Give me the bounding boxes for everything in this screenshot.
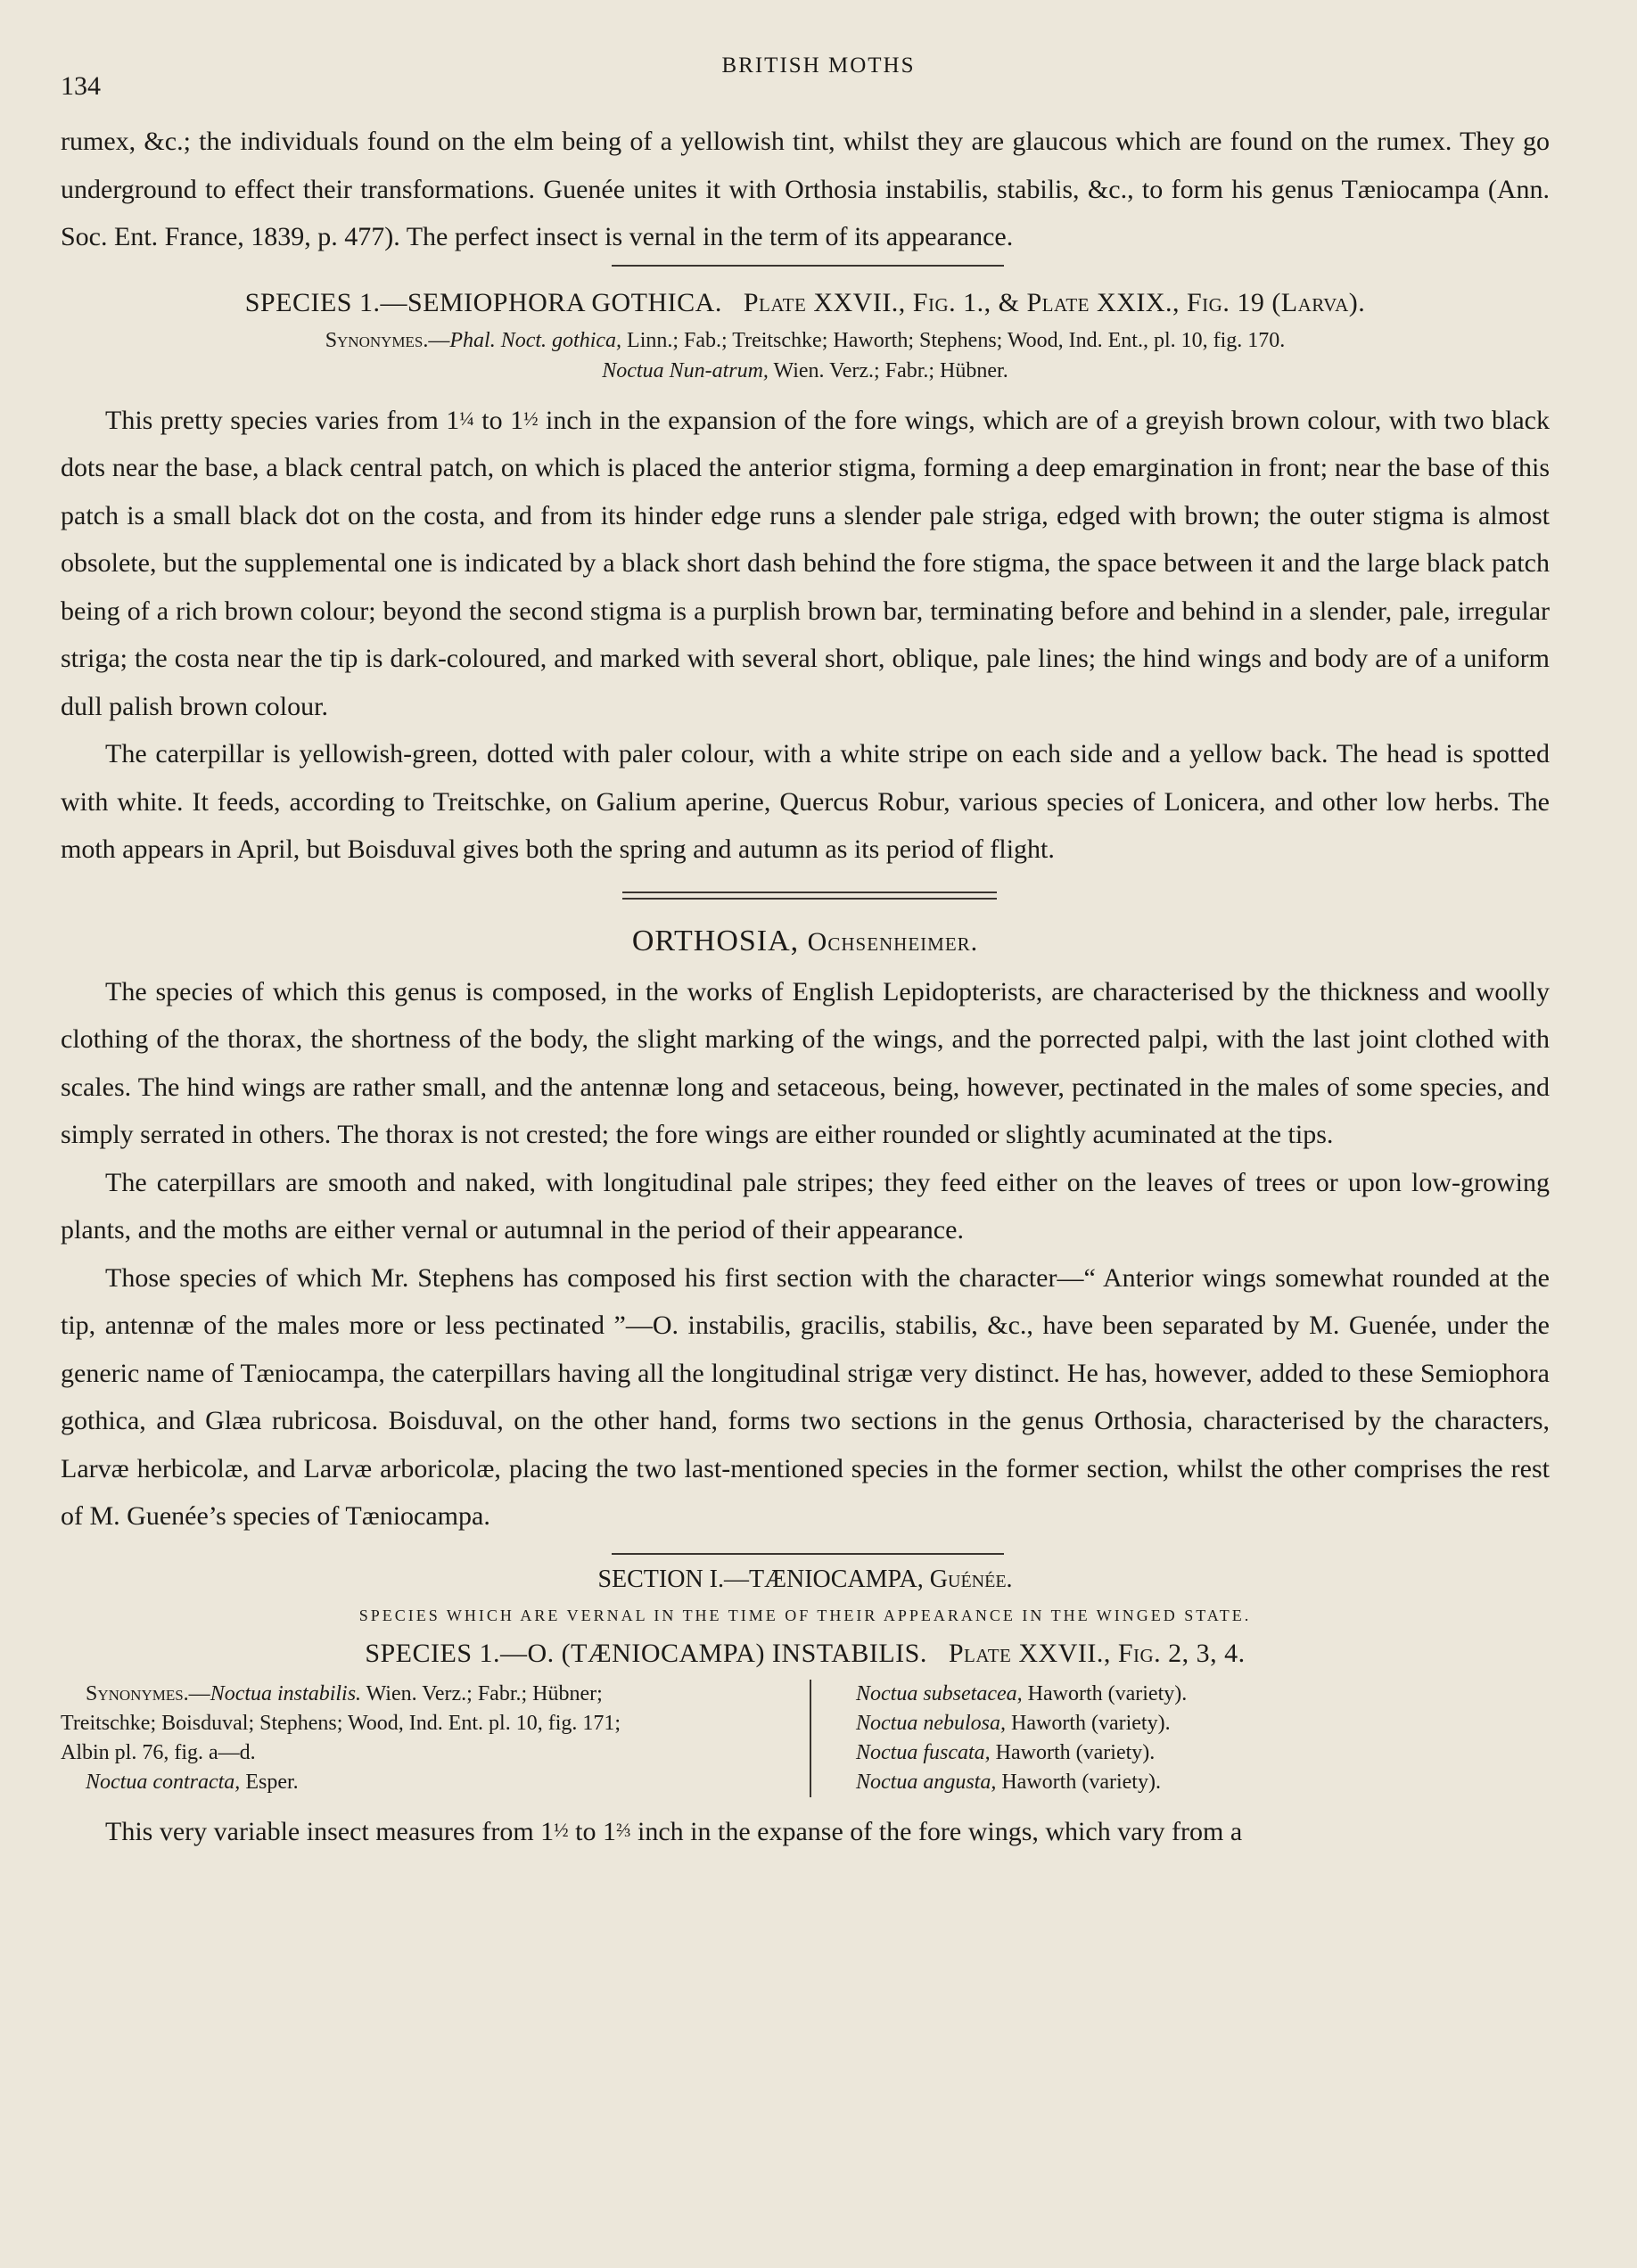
synonym-variety bbox=[856, 1680, 1187, 1709]
synonym-authorities: Albin pl. 76, fig. a—d. bbox=[61, 1740, 256, 1764]
fraction: ⅔ bbox=[616, 1818, 631, 1841]
description-text: to 1 bbox=[568, 1816, 617, 1846]
synonym-authorities: Wien. Verz.; Fabr.; Hübner. bbox=[768, 358, 1008, 382]
plate-reference: Plate XXVII., Fig. 2, 3, 4. bbox=[948, 1638, 1246, 1668]
description-text: inch in the expanse of the fore wings, which vary from a bbox=[630, 1816, 1243, 1846]
synonym-variety bbox=[856, 1709, 1187, 1738]
genus-author: Ochsenheimer. bbox=[807, 926, 979, 957]
synonyms-right-column bbox=[811, 1680, 1187, 1797]
synonyms-gothica bbox=[61, 325, 1550, 386]
page-body bbox=[61, 118, 1550, 1855]
intro-paragraph: rumex, &c.; the individuals found on the elm being of a yellowish tint, whilst they are glaucous which are found on the rumex. They go underground to effect their transformations. Guenée unites it with Orthosia instabilis, stabilis, &c., to form his genus Tæniocampa (Ann. Soc. Ent. France, 1839, p. 477). The perfect insect is vernal in the term of its appearance. bbox=[61, 127, 1550, 251]
synonym-name: Noctua subsetacea, bbox=[856, 1681, 1023, 1705]
genus-heading bbox=[61, 916, 1550, 968]
synonym-authorities: Treitschke; Boisduval; Stephens; Wood, Ind. Ent. pl. 10, fig. 171; bbox=[61, 1711, 621, 1735]
running-title: BRITISH MOTHS bbox=[721, 53, 916, 78]
synonym-authorities: Linn.; Fab.; Treitschke; Haworth; Stephens; Wood, Ind. Ent., pl. 10, fig. 170. bbox=[621, 328, 1286, 352]
double-divider bbox=[622, 892, 997, 900]
section-author: Guénée. bbox=[929, 1565, 1013, 1593]
description-text: This pretty species varies from 1 bbox=[105, 405, 460, 435]
synonyms-instabilis bbox=[61, 1680, 1550, 1797]
fraction: ½ bbox=[554, 1818, 569, 1841]
species-title: SPECIES 1.—O. (TÆNIOCAMPA) INSTABILIS. bbox=[365, 1638, 927, 1668]
synonym-variety bbox=[856, 1768, 1187, 1797]
genus-name: ORTHOSIA, bbox=[631, 924, 800, 957]
page-number: 134 bbox=[61, 71, 101, 101]
synonym-name: Noctua Nun-atrum, bbox=[602, 358, 769, 382]
synonyms-left-column bbox=[61, 1680, 811, 1797]
synonym-authorities: Haworth (variety). bbox=[996, 1770, 1161, 1794]
synonym-authorities: Haworth (variety). bbox=[1006, 1711, 1171, 1735]
synonym-name: Noctua angusta, bbox=[856, 1770, 997, 1794]
synonyms-label: Synonymes.— bbox=[86, 1681, 210, 1705]
section-divider bbox=[612, 265, 1004, 267]
section-subheading: SPECIES WHICH ARE VERNAL IN THE TIME OF THEIR APPEARANCE IN THE WINGED STATE. bbox=[358, 1606, 1252, 1624]
section-heading bbox=[61, 1560, 1550, 1599]
description-instabilis bbox=[61, 1806, 1550, 1856]
synonym-authorities: Wien. Verz.; Fabr.; Hübner; bbox=[361, 1681, 603, 1705]
description-text: to 1 bbox=[473, 405, 524, 435]
synonym-name: Noctua contracta, bbox=[86, 1770, 241, 1794]
genus-paragraph-2: The caterpillars are smooth and naked, with longitudinal pale stripes; they feed either on the leaves of trees or upon low-growing plants, and the moths are either vernal or autumnal in the period of their appearance. bbox=[61, 1167, 1550, 1245]
synonym-name: Noctua nebulosa, bbox=[856, 1711, 1006, 1735]
species-title: SPECIES 1.—SEMIOPHORA GOTHICA. bbox=[244, 287, 722, 317]
species-heading-instabilis bbox=[61, 1631, 1550, 1676]
synonym-name: Noctua instabilis. bbox=[210, 1681, 362, 1705]
fraction: ½ bbox=[523, 407, 539, 430]
genus-paragraph-3: Those species of which Mr. Stephens has composed his first section with the character—“ Anterior wings somewhat rounded at the tip, antennæ of the males more or less pectinated ”—O. instabilis, gracilis, stabilis, &c., have been separated by M. Guenée, under the generic name of Tæniocampa, the caterpillars having all the longitudinal strigæ very distinct. He has, however, added to these Semiophora gothica, and Glæa rubricosa. Boisduval, on the other hand, forms two sections in the genus Orthosia, characterised by the characters, Larvæ herbicolæ, and Larvæ arboricolæ, placing the two last-mentioned species in the former section, whilst the other comprises the rest of M. Guenée’s species of Tæniocampa. bbox=[61, 1262, 1550, 1531]
plate-reference: Plate XXVII., Fig. 1., & Plate XXIX., Fig. 19 (Larva). bbox=[743, 287, 1366, 317]
description-gothica bbox=[61, 395, 1550, 731]
synonym-name: Phal. Noct. gothica, bbox=[449, 328, 622, 352]
larva-paragraph: The caterpillar is yellowish-green, dotted with paler colour, with a white stripe on each side and a yellow back. The head is spotted with white. It feeds, according to Treitschke, on Galium aperine, Quercus Robur, various species of Lonicera, and other low herbs. The moth appears in April, but Boisduval gives both the spring and autumn as its period of flight. bbox=[61, 739, 1550, 864]
genus-paragraph-1: The species of which this genus is composed, in the works of English Lepidopterists, are characterised by the thickness and woolly clothing of the thorax, the shortness of the body, the slight marking of the wings, and the porrected palpi, with the last joint clothed with scales. The hind wings are rather small, and the antennæ long and setaceous, being, however, pectinated in the males of some species, and simply serrated in others. The thorax is not crested; the fore wings are either rounded or slightly acuminated at the tips. bbox=[61, 976, 1550, 1149]
section-title: SECTION I.—TÆNIOCAMPA, bbox=[597, 1565, 924, 1593]
section-divider bbox=[612, 1553, 1004, 1555]
synonym-authorities: Esper. bbox=[240, 1770, 299, 1794]
description-text: inch in the expansion of the fore wings, which are of a greyish brown colour, with two black dots near the base, a black central patch, on which is placed the anterior stigma, forming a deep emargination in front; near the base of this patch is a small black dot on the costa, and from its hinder edge runs a slender pale striga, edged with brown; the outer stigma is almost obsolete, but the supplemental one is indicated by a black short dash behind the fore stigma, the space between it and the large black patch being of a rich brown colour; beyond the second stigma is a purplish brown bar, terminating before and behind in a slender, pale, irregular striga; the costa near the tip is dark-coloured, and marked with several short, oblique, pale lines; the hind wings and body are of a uniform dull palish brown colour. bbox=[61, 405, 1551, 721]
species-heading-gothica bbox=[61, 281, 1550, 325]
synonym-variety bbox=[856, 1738, 1187, 1768]
synonym-name: Noctua fuscata, bbox=[856, 1740, 991, 1764]
description-text: This very variable insect measures from 1 bbox=[105, 1816, 555, 1846]
synonym-authorities: Haworth (variety). bbox=[1022, 1681, 1188, 1705]
synonym-authorities: Haworth (variety). bbox=[990, 1740, 1156, 1764]
fraction: ¼ bbox=[459, 407, 474, 430]
synonyms-label: Synonymes.— bbox=[325, 328, 450, 352]
